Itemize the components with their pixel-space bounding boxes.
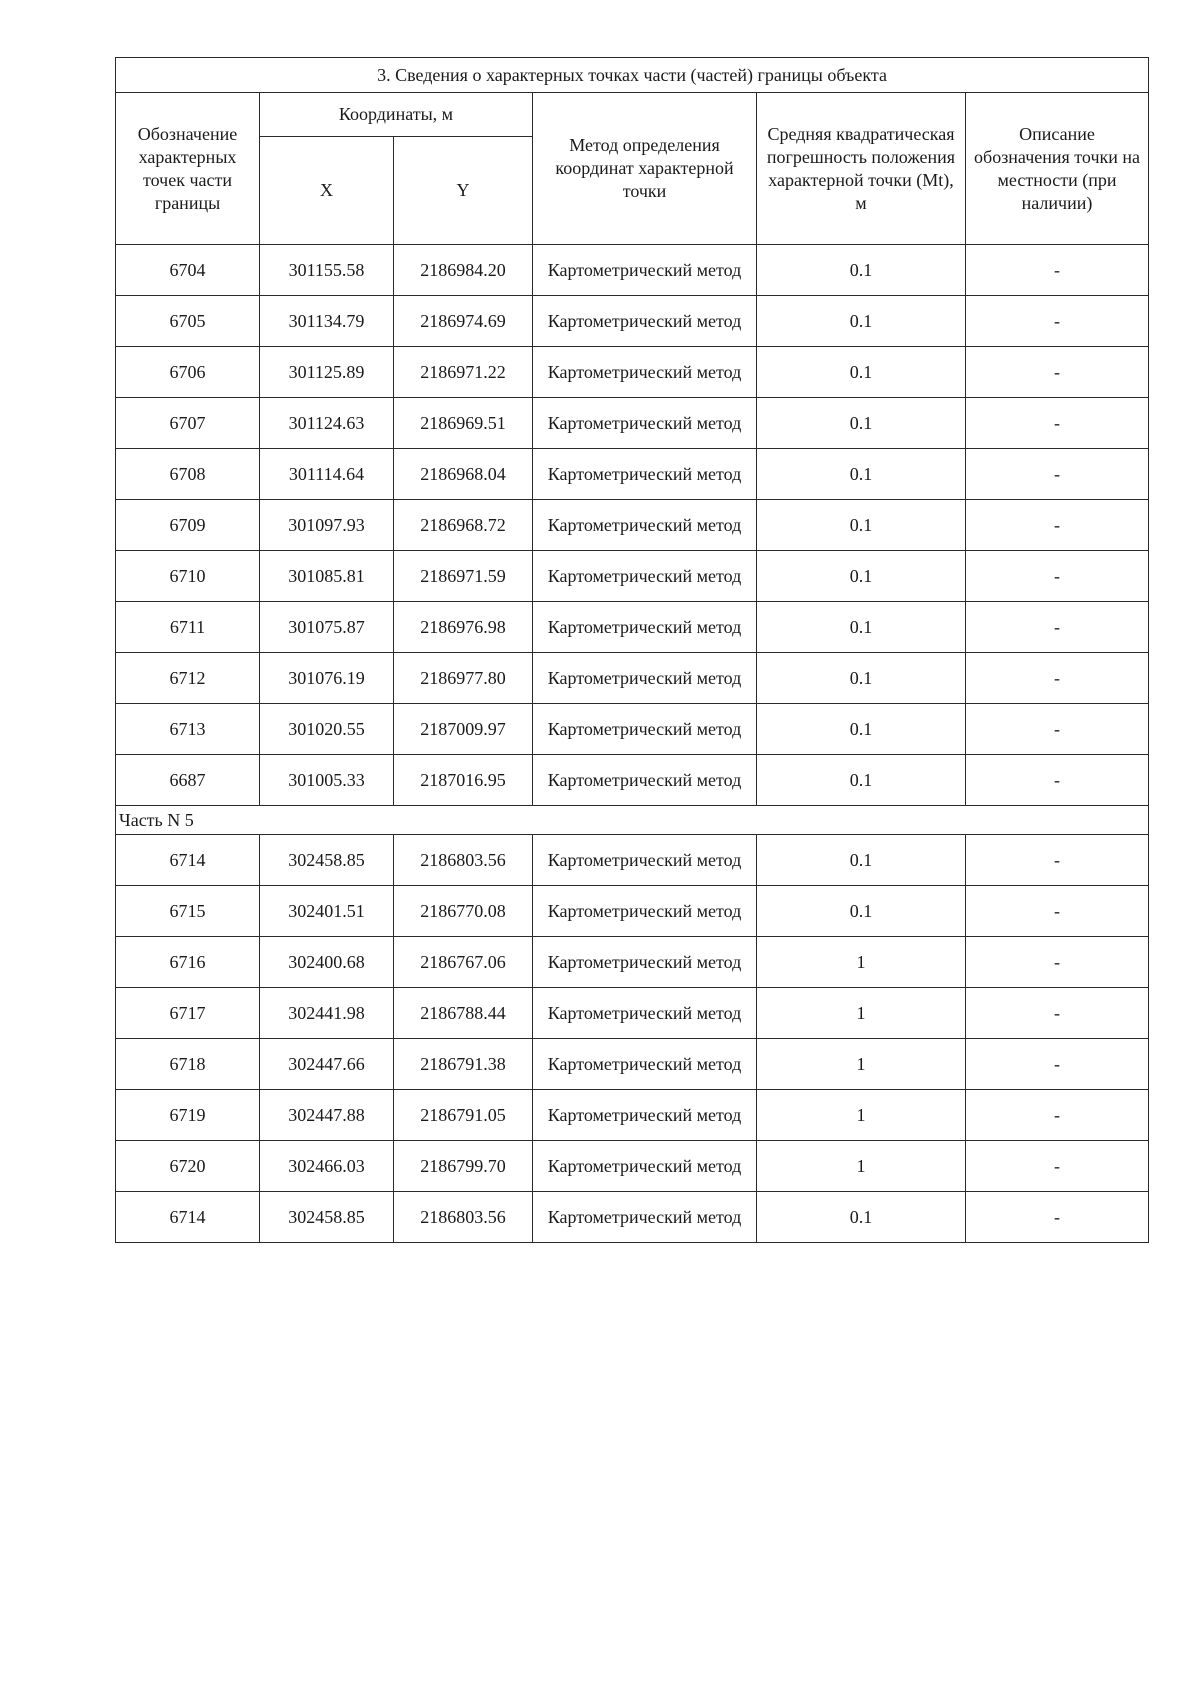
table-row	[116, 602, 1149, 653]
cell-point: 6716	[116, 937, 260, 988]
cell-error: 1	[757, 1039, 966, 1090]
cell-y: 2186799.70	[394, 1141, 533, 1192]
cell-y: 2186803.56	[394, 835, 533, 886]
cell-point: 6717	[116, 988, 260, 1039]
cell-method: Картометрический метод	[533, 886, 757, 937]
cell-y: 2186977.80	[394, 653, 533, 704]
cell-y: 2186968.04	[394, 449, 533, 500]
header-row-1	[116, 93, 1149, 137]
cell-y: 2186969.51	[394, 398, 533, 449]
cell-y: 2186788.44	[394, 988, 533, 1039]
header-x: X	[260, 137, 394, 245]
cell-method: Картометрический метод	[533, 1192, 757, 1243]
cell-y: 2186976.98	[394, 602, 533, 653]
cell-point: 6714	[116, 835, 260, 886]
cell-x: 302447.88	[260, 1090, 394, 1141]
cell-method: Картометрический метод	[533, 755, 757, 806]
table-row	[116, 1141, 1149, 1192]
cell-x: 302458.85	[260, 1192, 394, 1243]
cell-error: 0.1	[757, 500, 966, 551]
cell-method: Картометрический метод	[533, 704, 757, 755]
table-row	[116, 347, 1149, 398]
table-row	[116, 1192, 1149, 1243]
cell-x: 301076.19	[260, 653, 394, 704]
cell-point: 6711	[116, 602, 260, 653]
cell-x: 301097.93	[260, 500, 394, 551]
cell-point: 6710	[116, 551, 260, 602]
cell-method: Картометрический метод	[533, 500, 757, 551]
cell-y: 2186984.20	[394, 245, 533, 296]
cell-point: 6719	[116, 1090, 260, 1141]
cell-error: 1	[757, 937, 966, 988]
cell-desc: -	[966, 398, 1149, 449]
cell-desc: -	[966, 347, 1149, 398]
cell-point: 6704	[116, 245, 260, 296]
cell-point: 6705	[116, 296, 260, 347]
cell-x: 302466.03	[260, 1141, 394, 1192]
cell-desc: -	[966, 886, 1149, 937]
cell-method: Картометрический метод	[533, 1039, 757, 1090]
cell-desc: -	[966, 835, 1149, 886]
cell-point: 6708	[116, 449, 260, 500]
cell-y: 2186971.59	[394, 551, 533, 602]
cell-method: Картометрический метод	[533, 937, 757, 988]
cell-y: 2186770.08	[394, 886, 533, 937]
cell-point: 6687	[116, 755, 260, 806]
cell-y: 2186791.38	[394, 1039, 533, 1090]
cell-error: 0.1	[757, 398, 966, 449]
cell-point: 6707	[116, 398, 260, 449]
cell-method: Картометрический метод	[533, 1141, 757, 1192]
cell-y: 2187009.97	[394, 704, 533, 755]
cell-method: Картометрический метод	[533, 398, 757, 449]
cell-method: Картометрический метод	[533, 653, 757, 704]
table-row	[116, 296, 1149, 347]
cell-point: 6720	[116, 1141, 260, 1192]
cell-method: Картометрический метод	[533, 988, 757, 1039]
cell-x: 301020.55	[260, 704, 394, 755]
cell-y: 2186971.22	[394, 347, 533, 398]
cell-x: 301155.58	[260, 245, 394, 296]
cell-y: 2187016.95	[394, 755, 533, 806]
table-row	[116, 500, 1149, 551]
cell-point: 6706	[116, 347, 260, 398]
table-row	[116, 245, 1149, 296]
cell-desc: -	[966, 937, 1149, 988]
table-row	[116, 937, 1149, 988]
cell-method: Картометрический метод	[533, 602, 757, 653]
table-row	[116, 1090, 1149, 1141]
cell-point: 6715	[116, 886, 260, 937]
table-row	[116, 1039, 1149, 1090]
cell-x: 301005.33	[260, 755, 394, 806]
cell-x: 301085.81	[260, 551, 394, 602]
cell-desc: -	[966, 449, 1149, 500]
cell-desc: -	[966, 704, 1149, 755]
header-y: Y	[394, 137, 533, 245]
header-method: Метод определения координат характерной точки	[533, 93, 757, 245]
header-error: Средняя квадратическая погрешность положения характерной точки (Mt), м	[757, 93, 966, 245]
cell-x: 302441.98	[260, 988, 394, 1039]
cell-error: 1	[757, 988, 966, 1039]
cell-error: 0.1	[757, 653, 966, 704]
cell-desc: -	[966, 245, 1149, 296]
cell-error: 1	[757, 1090, 966, 1141]
cell-x: 302401.51	[260, 886, 394, 937]
cell-desc: -	[966, 296, 1149, 347]
header-desc: Описание обозначения точки на местности (при наличии)	[966, 93, 1149, 245]
cell-x: 302447.66	[260, 1039, 394, 1090]
cell-y: 2186968.72	[394, 500, 533, 551]
cell-point: 6713	[116, 704, 260, 755]
header-coords: Координаты, м	[260, 93, 533, 137]
table-row	[116, 704, 1149, 755]
cell-error: 0.1	[757, 245, 966, 296]
cell-desc: -	[966, 653, 1149, 704]
table-row	[116, 988, 1149, 1039]
part-label: Часть N 5	[116, 806, 1149, 835]
cell-error: 0.1	[757, 704, 966, 755]
table-row	[116, 886, 1149, 937]
cell-desc: -	[966, 755, 1149, 806]
cell-method: Картометрический метод	[533, 551, 757, 602]
cell-method: Картометрический метод	[533, 449, 757, 500]
cell-method: Картометрический метод	[533, 347, 757, 398]
header-point: Обозначение характерных точек части границы	[116, 93, 260, 245]
cell-y: 2186803.56	[394, 1192, 533, 1243]
boundary-points-table	[115, 57, 1149, 1243]
cell-x: 301134.79	[260, 296, 394, 347]
cell-error: 0.1	[757, 449, 966, 500]
cell-error: 0.1	[757, 755, 966, 806]
cell-y: 2186767.06	[394, 937, 533, 988]
cell-y: 2186974.69	[394, 296, 533, 347]
cell-desc: -	[966, 1141, 1149, 1192]
cell-error: 0.1	[757, 551, 966, 602]
cell-y: 2186791.05	[394, 1090, 533, 1141]
cell-method: Картометрический метод	[533, 1090, 757, 1141]
cell-point: 6712	[116, 653, 260, 704]
cell-point: 6709	[116, 500, 260, 551]
cell-method: Картометрический метод	[533, 245, 757, 296]
cell-x: 302400.68	[260, 937, 394, 988]
table-row	[116, 835, 1149, 886]
cell-x: 301125.89	[260, 347, 394, 398]
cell-x: 302458.85	[260, 835, 394, 886]
cell-error: 0.1	[757, 886, 966, 937]
cell-x: 301075.87	[260, 602, 394, 653]
cell-desc: -	[966, 551, 1149, 602]
cell-error: 1	[757, 1141, 966, 1192]
cell-error: 0.1	[757, 1192, 966, 1243]
cell-point: 6718	[116, 1039, 260, 1090]
part-label-row	[116, 806, 1149, 835]
table-row	[116, 551, 1149, 602]
cell-error: 0.1	[757, 347, 966, 398]
cell-desc: -	[966, 602, 1149, 653]
cell-point: 6714	[116, 1192, 260, 1243]
cell-error: 0.1	[757, 835, 966, 886]
cell-x: 301124.63	[260, 398, 394, 449]
cell-desc: -	[966, 1192, 1149, 1243]
cell-error: 0.1	[757, 602, 966, 653]
cell-method: Картометрический метод	[533, 296, 757, 347]
cell-error: 0.1	[757, 296, 966, 347]
table-row	[116, 449, 1149, 500]
table-title-row	[116, 58, 1149, 93]
cell-method: Картометрический метод	[533, 835, 757, 886]
table-title: 3. Сведения о характерных точках части (частей) границы объекта	[116, 58, 1149, 93]
cell-desc: -	[966, 1090, 1149, 1141]
table-row	[116, 398, 1149, 449]
cell-desc: -	[966, 988, 1149, 1039]
cell-desc: -	[966, 1039, 1149, 1090]
table-row	[116, 653, 1149, 704]
cell-desc: -	[966, 500, 1149, 551]
table-row	[116, 755, 1149, 806]
cell-x: 301114.64	[260, 449, 394, 500]
